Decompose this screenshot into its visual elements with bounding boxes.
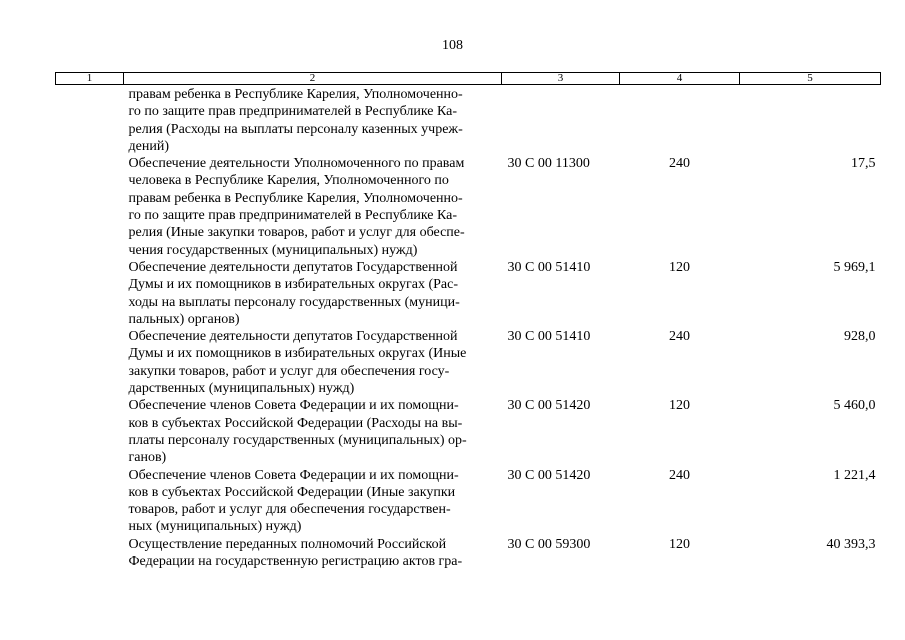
row-amount: 1 221,4 bbox=[833, 467, 876, 483]
description-line: правам ребенка в Республике Карелия, Уполномоченно- bbox=[128, 87, 463, 102]
row-index-cell bbox=[56, 85, 124, 156]
row-description bbox=[124, 259, 502, 328]
description-line: Обеспечение членов Совета Федерации и их помощни- bbox=[128, 467, 459, 483]
description-line: дарственных (муниципальных) нужд) bbox=[128, 381, 355, 397]
row-expense-type: 240 bbox=[669, 467, 690, 483]
row-target-code bbox=[502, 85, 620, 156]
description-line: ганов) bbox=[128, 450, 167, 466]
description-line: товаров, работ и услуг для обеспечения государствен- bbox=[128, 502, 451, 518]
description-line: платы персоналу государственных (муниципальных) ор- bbox=[128, 432, 467, 448]
table-row bbox=[56, 536, 881, 571]
row-expense-type: 240 bbox=[669, 329, 690, 345]
row-target-code: 30 С 00 51410 bbox=[507, 329, 591, 345]
row-amount: 928,0 bbox=[844, 329, 876, 345]
column-number-2: 2 bbox=[124, 73, 502, 85]
row-target-code: 30 С 00 59300 bbox=[507, 536, 591, 552]
column-number-3: 3 bbox=[502, 73, 620, 85]
row-description bbox=[124, 397, 502, 466]
table-row bbox=[56, 155, 881, 259]
row-description bbox=[124, 328, 502, 397]
row-index-cell bbox=[56, 259, 124, 328]
column-number-4: 4 bbox=[620, 73, 740, 85]
description-line: Обеспечение деятельности Уполномоченного по правам bbox=[128, 156, 465, 172]
description-line: Думы и их помощников в избирательных округах (Рас- bbox=[128, 277, 458, 293]
description-line: Обеспечение деятельности депутатов Государственной bbox=[128, 259, 458, 275]
row-target-code: 30 С 00 11300 bbox=[507, 156, 590, 172]
description-line: Осуществление переданных полномочий Российской bbox=[128, 536, 447, 552]
table-row bbox=[56, 259, 881, 328]
column-number-5: 5 bbox=[740, 73, 881, 85]
description-line: правам ребенка в Республике Карелия, Уполномоченно- bbox=[128, 190, 463, 206]
description-line: го по защите прав предпринимателей в Республике Ка- bbox=[128, 104, 458, 120]
description-line: релия (Иные закупки товаров, работ и услуг для обеспе- bbox=[128, 225, 465, 241]
description-line: Федерации на государственную регистрацию актов гра- bbox=[128, 554, 463, 570]
description-line: ходы на выплаты персоналу государственных (муници- bbox=[128, 294, 460, 310]
row-description bbox=[124, 536, 502, 571]
column-number-1: 1 bbox=[56, 73, 124, 85]
row-amount: 40 393,3 bbox=[826, 536, 876, 552]
description-line: человека в Республике Карелия, Уполномоченного по bbox=[128, 173, 449, 189]
row-amount bbox=[740, 85, 881, 156]
row-target-code: 30 С 00 51410 bbox=[507, 259, 591, 275]
budget-table bbox=[55, 72, 881, 570]
description-line: Обеспечение членов Совета Федерации и их помощни- bbox=[128, 398, 459, 414]
row-expense-type bbox=[620, 85, 740, 156]
table-row bbox=[56, 85, 881, 156]
row-index-cell bbox=[56, 155, 124, 259]
row-amount: 17,5 bbox=[851, 156, 876, 172]
row-amount: 5 969,1 bbox=[833, 259, 876, 275]
table-row bbox=[56, 467, 881, 536]
table-row bbox=[56, 328, 881, 397]
row-index-cell bbox=[56, 536, 124, 571]
row-description bbox=[124, 467, 502, 536]
row-target-code: 30 С 00 51420 bbox=[507, 398, 591, 414]
row-description bbox=[124, 85, 502, 156]
description-line: пальных) органов) bbox=[128, 311, 240, 327]
description-line: ных (муниципальных) нужд) bbox=[128, 519, 302, 535]
row-description bbox=[124, 155, 502, 259]
page-number: 108 bbox=[442, 38, 463, 53]
row-target-code: 30 С 00 51420 bbox=[507, 467, 591, 483]
row-amount: 5 460,0 bbox=[833, 398, 876, 414]
description-line: закупки товаров, работ и услуг для обеспечения госу- bbox=[128, 363, 450, 379]
row-index-cell bbox=[56, 467, 124, 536]
table-body bbox=[56, 85, 881, 571]
column-number-header bbox=[56, 73, 881, 85]
row-expense-type: 240 bbox=[669, 156, 690, 172]
row-expense-type: 120 bbox=[669, 259, 690, 275]
row-expense-type: 120 bbox=[669, 398, 690, 414]
description-line: Обеспечение деятельности депутатов Государственной bbox=[128, 329, 458, 345]
row-index-cell bbox=[56, 328, 124, 397]
row-expense-type: 120 bbox=[669, 536, 690, 552]
description-line: чения государственных (муниципальных) нужд) bbox=[128, 242, 418, 258]
row-index-cell bbox=[56, 397, 124, 466]
description-line: дений) bbox=[128, 138, 169, 154]
description-line: Думы и их помощников в избирательных округах (Иные bbox=[128, 346, 467, 362]
description-line: ков в субъектах Российской Федерации (Расходы на вы- bbox=[128, 415, 463, 431]
table-row bbox=[56, 397, 881, 466]
description-line: ков в субъектах Российской Федерации (Иные закупки bbox=[128, 484, 456, 500]
description-line: го по защите прав предпринимателей в Республике Ка- bbox=[128, 208, 458, 224]
description-line: релия (Расходы на выплаты персоналу казенных учреж- bbox=[128, 121, 463, 137]
